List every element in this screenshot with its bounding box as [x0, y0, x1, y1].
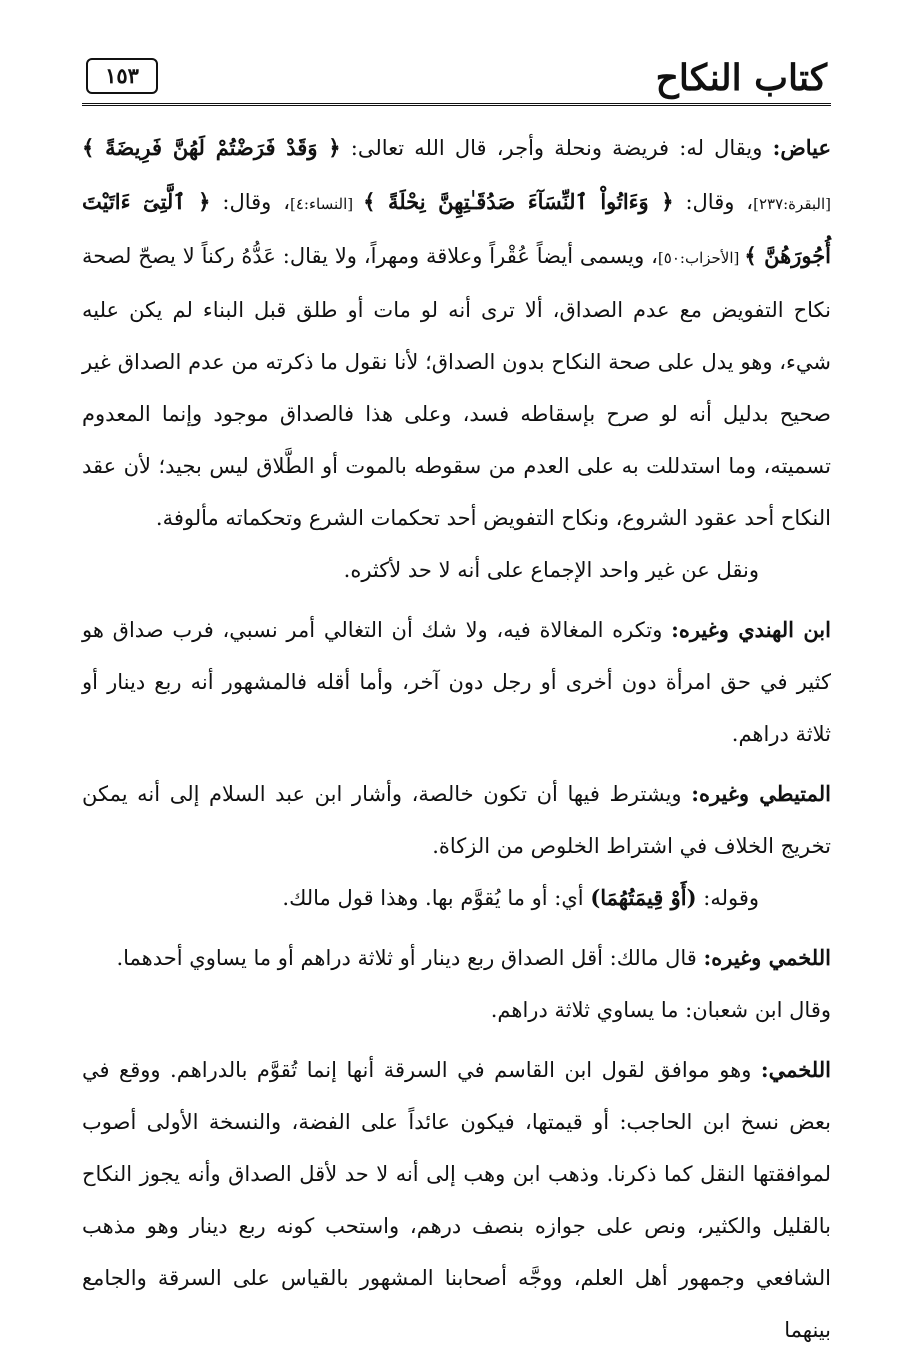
text-segment: وقال ابن شعبان: ما يساوي ثلاثة دراهم. [490, 998, 831, 1022]
body-text [82, 122, 831, 1356]
text-segment: ونقل عن غير واحد الإجماع على أنه لا حد لأكثره. [343, 558, 759, 582]
text-segment: ويقال له: فريضة ونحلة وأجر، قال الله تعالى: [340, 136, 773, 160]
page-header [82, 52, 831, 106]
paragraph-iyad [82, 122, 831, 544]
speaker-lakhmi: اللخمي: [760, 1057, 831, 1082]
text-segment: ، وقال: [210, 190, 290, 214]
speaker-mutayti: المتيطي وغيره: [691, 781, 832, 806]
paragraph-mutayti [82, 768, 831, 872]
paragraph-ibn-shaban [82, 984, 831, 1036]
text-segment: وهو موافق لقول ابن القاسم في السرقة أنها إنما تُقوَّم بالدراهم. ووقع في بعض نسخ ابن الحاجب: أو قيمتها، فيكون عائداً على الفضة، والنسخة الأولى أصوب لموافقتها النقل كما ذكرنا. وذهب ابن وهب إلى أنه لا حد لأقل الصداق وأنه يجوز النكاح بالقليل والكثير، ونص على جوازه بنصف درهم، واستحب كونه ربع دينار وهو مذهب الشافعي وجمهور أهل العلم، ووجَّه أصحابنا المشهور بالقياس على السرقة والجامع بينهما [82, 1058, 831, 1342]
quran-verse: ﴿ ٱلَّتِىٓ ءَاتَيْتَ أُجُورَهُنَّ ﴾ [82, 189, 832, 268]
text-segment: ، وقال: [673, 190, 754, 214]
page-number-box: ١٥٣ [86, 58, 158, 94]
speaker-ibn-al-hindi: ابن الهندي وغيره: [671, 617, 831, 642]
speaker-iyad: عياض: [772, 135, 831, 160]
book-title: كتاب النكاح [655, 57, 827, 99]
verse-reference: [البقرة:٢٣٧] [753, 195, 832, 213]
text-segment: ، ويسمى أيضاً عُقْراً وعلاقة ومهراً، ولا يقال: عَدُّهُ ركناً لا يصحّ لصحة نكاح التفويض مع عدم الصداق، ألا ترى أنه لو مات أو طلق قبل البناء لم يكن عليه شيء، وهو يدل على صحة النكاح بدون الصداق؛ لأنا نقول ما ذكرته من عدم الصداق غير صحيح بدليل أنه لو صرح بإسقاطه فسد، وعلى هذا فالصداق موجود وإنما المعدوم تسميته، وما استدللت به على العدم من سقوطه بالموت أو الطَّلاق ليس بجيد؛ لأن عقد النكاح أحد عقود الشروع، ونكاح التفويض أحد تحكمات الشرع وتحكماته مألوفة. [82, 244, 831, 530]
text-segment: قال مالك: أقل الصداق ربع دينار أو ثلاثة دراهم أو ما يساوي أحدهما. [116, 946, 704, 970]
quoted-phrase: (أَوْ قِيمَتُهُمَا) [590, 885, 697, 910]
text-segment: وتكره المغالاة فيه، ولا شك أن التغالي أمر نسبي، فرب صداق هو كثير في حق امرأة دون أخرى أو رجل دون آخر، وأما أقله فالمشهور أنه ربع دينار أو ثلاثة دراهم. [82, 618, 831, 746]
quran-verse: ﴿ وَقَدْ فَرَضْتُمْ لَهُنَّ فَرِيضَةً ﴾ [82, 135, 341, 160]
text-segment: ويشترط فيها أن تكون خالصة، وأشار ابن عبد السلام إلى أنه يمكن تخريج الخلاف في اشتراط الخلوص من الزكاة. [82, 782, 831, 858]
verse-reference: [النساء:٤] [290, 195, 364, 213]
paragraph-qawluhu [82, 872, 831, 924]
paragraph-ijma [82, 544, 831, 596]
text-segment: وقوله: [696, 886, 759, 910]
paragraph-lakhmi-2 [82, 1044, 831, 1356]
speaker-lakhmi: اللخمي وغيره: [703, 945, 831, 970]
verse-reference: [الأحزاب:٥٠] [657, 249, 745, 267]
text-segment: أي: أو ما يُقوَّم بها. وهذا قول مالك. [282, 886, 591, 910]
paragraph-lakhmi-1 [82, 932, 831, 984]
paragraph-ibn-al-hindi [82, 604, 831, 760]
quran-verse: ﴿ وَءَاتُواْ ٱلنِّسَآءَ صَدُقَـٰتِهِنَّ نِحْلَةً ﴾ [363, 189, 674, 214]
